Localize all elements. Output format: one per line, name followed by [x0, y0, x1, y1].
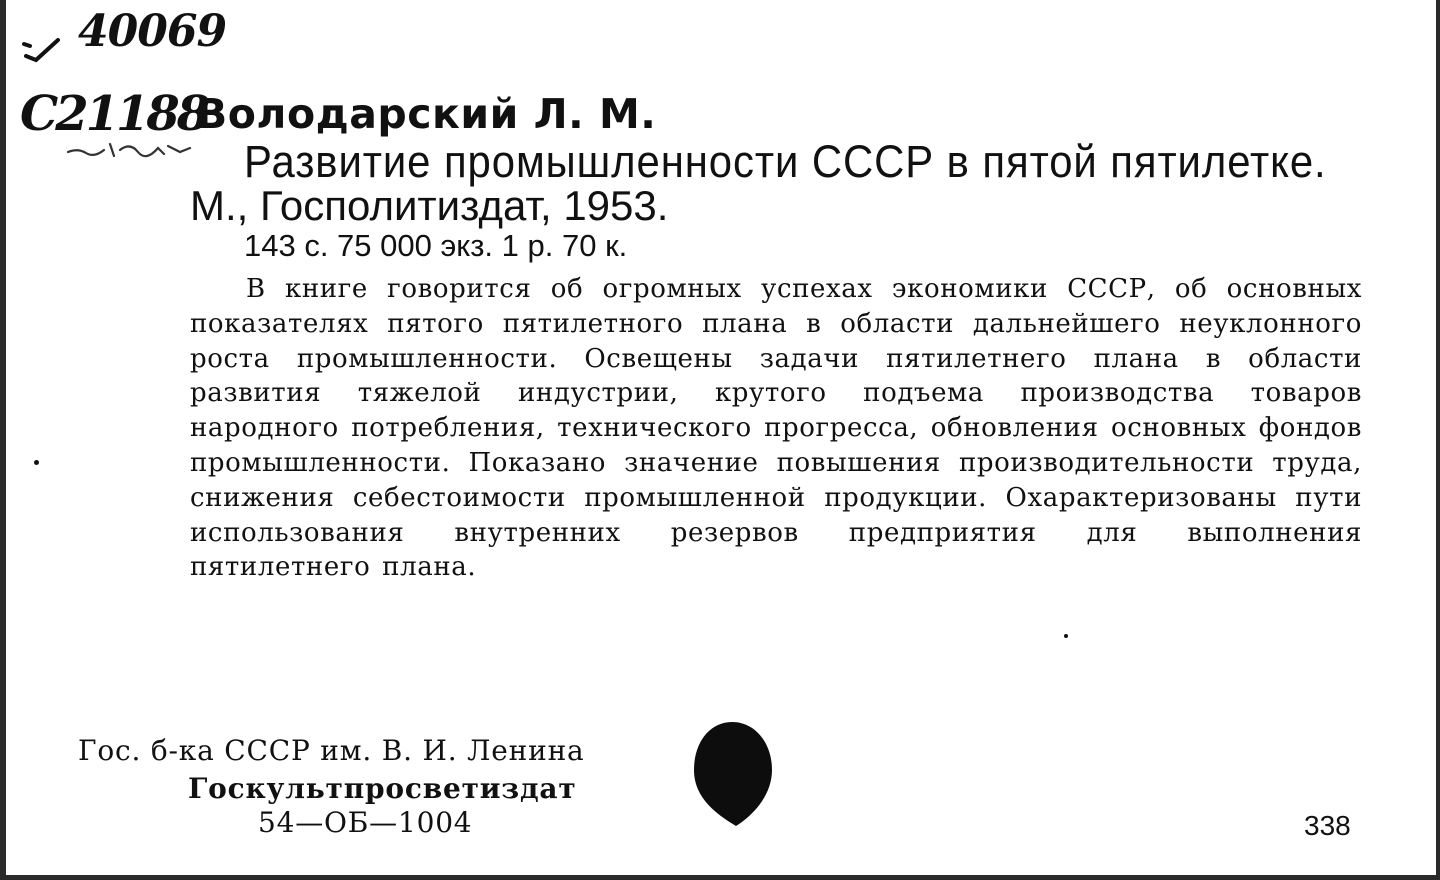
ink-speck [34, 460, 39, 465]
annotation-text: В книге говорится об огромных успехах экономики СССР, об основных показателях пятого пятилетного плана в области дальнейшего неуклонного роста промышленности. Освещены задачи пятилетнего плана в области развития тяжелой индустрии, крутого подъема производства товаров народного потребления, технического прогресса, обновления основных фондов промышленности. Показано значение повышения производительности труда, снижения себестоимости промышленной продукции. Охарактеризованы пути использования внутренних резервов предприятия для выполнения пятилетнего плана. [190, 274, 1362, 583]
check-mark-icon [22, 34, 62, 64]
punch-hole-icon [692, 720, 774, 828]
shelf-mark: C21188 [20, 86, 208, 142]
library-publisher: Госкультпросветиздат [188, 772, 577, 805]
library-name: Гос. б-ка СССР им. В. И. Ленина [78, 734, 585, 767]
author-heading: Володарский Л. М. [196, 90, 657, 138]
scribble-icon [64, 138, 194, 160]
card-edge-bottom [0, 875, 1440, 880]
library-order-code: 54—ОБ—1004 [258, 806, 473, 839]
book-title: Развитие промышленности СССР в пятой пятилетке. [244, 136, 1327, 187]
card-edge-left [0, 0, 6, 880]
card-edge-right [1436, 0, 1440, 880]
ink-speck [1064, 634, 1068, 638]
inventory-number: 40069 [78, 6, 227, 57]
imprint: М., Госполитиздат, 1953. [190, 182, 669, 229]
card-number: 338 [1304, 810, 1351, 841]
collation: 143 с. 75 000 экз. 1 р. 70 к. [244, 228, 628, 263]
